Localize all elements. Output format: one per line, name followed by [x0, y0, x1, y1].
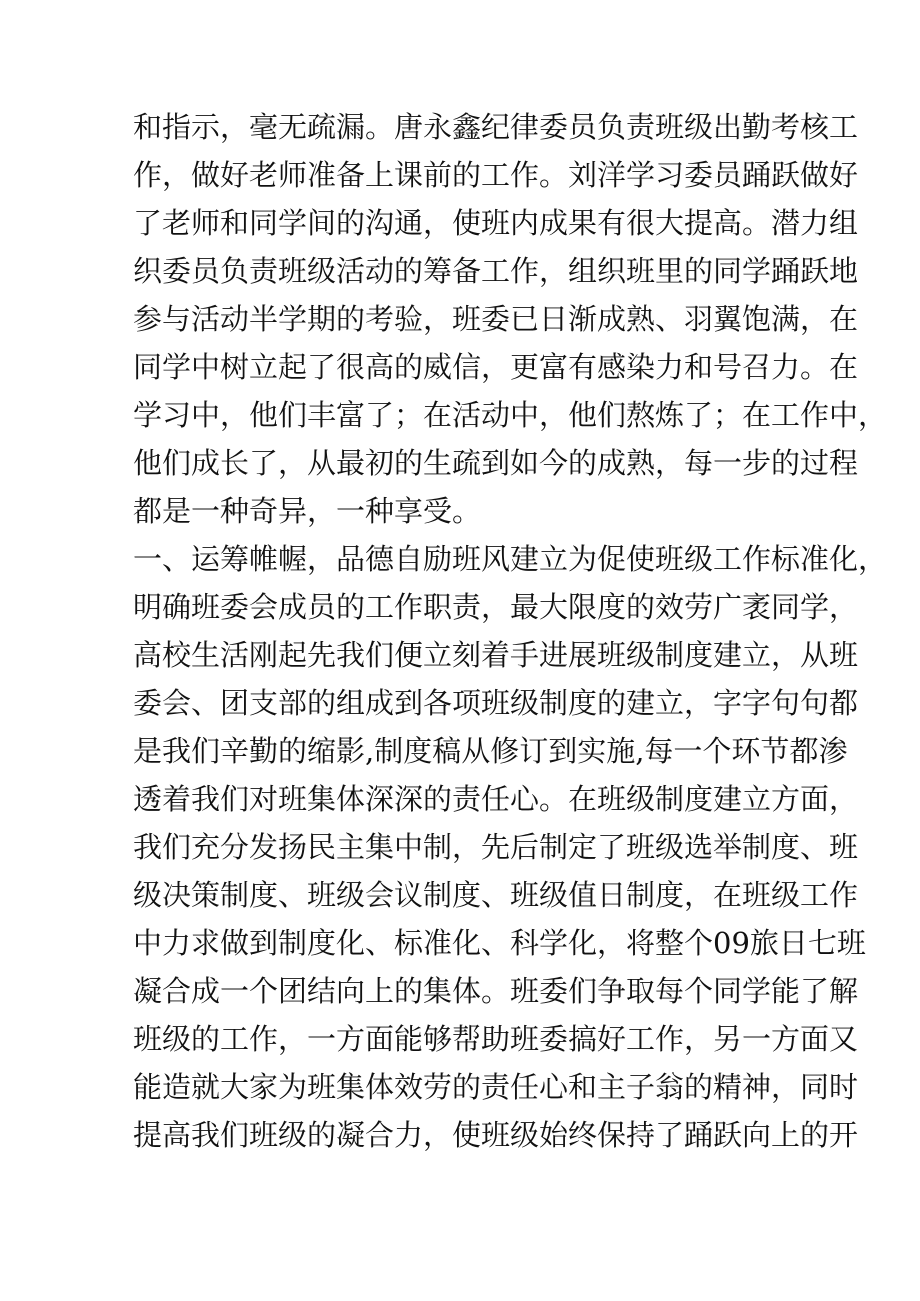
text-line: 班级的工作，一方面能够帮助班委搞好工作，另一方面又	[133, 1022, 859, 1056]
text-line: 透着我们对班集体深深的责任心。在班级制度建立方面，	[133, 782, 859, 816]
text-line: 同学中树立起了很高的威信，更富有感染力和号召力。在	[133, 350, 859, 384]
text-line: 是我们辛勤的缩影,制度稿从修订到实施,每一个环节都渗	[133, 734, 848, 768]
text-line: 明确班委会成员的工作职责，最大限度的效劳广袤同学，	[133, 590, 859, 624]
text-line: 作，做好老师准备上课前的工作。刘洋学习委员踊跃做好	[133, 158, 859, 192]
text-line: 高校生活刚起先我们便立刻着手进展班级制度建立，从班	[133, 638, 859, 672]
text-line: 一、运筹帷幄，品德自励班风建立为促使班级工作标准化，	[133, 542, 888, 576]
text-line: 都是一种奇异，一种享受。	[133, 494, 482, 528]
text-line: 级决策制度、班级会议制度、班级值日制度，在班级工作	[133, 878, 859, 912]
text-line: 提高我们班级的凝合力，使班级始终保持了踊跃向上的开	[133, 1118, 859, 1152]
text-line: 能造就大家为班集体效劳的责任心和主子翁的精神，同时	[133, 1070, 859, 1104]
text-line: 委会、团支部的组成到各项班级制度的建立，字字句句都	[133, 686, 859, 720]
text-line: 了老师和同学间的沟通，使班内成果有很大提高。潜力组	[133, 206, 859, 240]
text-line: 和指示，毫无疏漏。唐永鑫纪律委员负责班级出勤考核工	[133, 110, 859, 144]
text-line: 中力求做到制度化、标准化、科学化，将整个09旅日七班	[133, 926, 866, 960]
text-line: 凝合成一个团结向上的集体。班委们争取每个同学能了解	[133, 974, 859, 1008]
text-line: 学习中，他们丰富了；在活动中，他们熬炼了；在工作中，	[133, 398, 888, 432]
text-line: 织委员负责班级活动的筹备工作，组织班里的同学踊跃地	[133, 254, 859, 288]
text-line: 参与活动半学期的考验，班委已日渐成熟、羽翼饱满，在	[133, 302, 859, 336]
text-line: 他们成长了，从最初的生疏到如今的成熟，每一步的过程	[133, 446, 859, 480]
document-page	[133, 103, 888, 1159]
text-line: 我们充分发扬民主集中制，先后制定了班级选举制度、班	[133, 830, 859, 864]
